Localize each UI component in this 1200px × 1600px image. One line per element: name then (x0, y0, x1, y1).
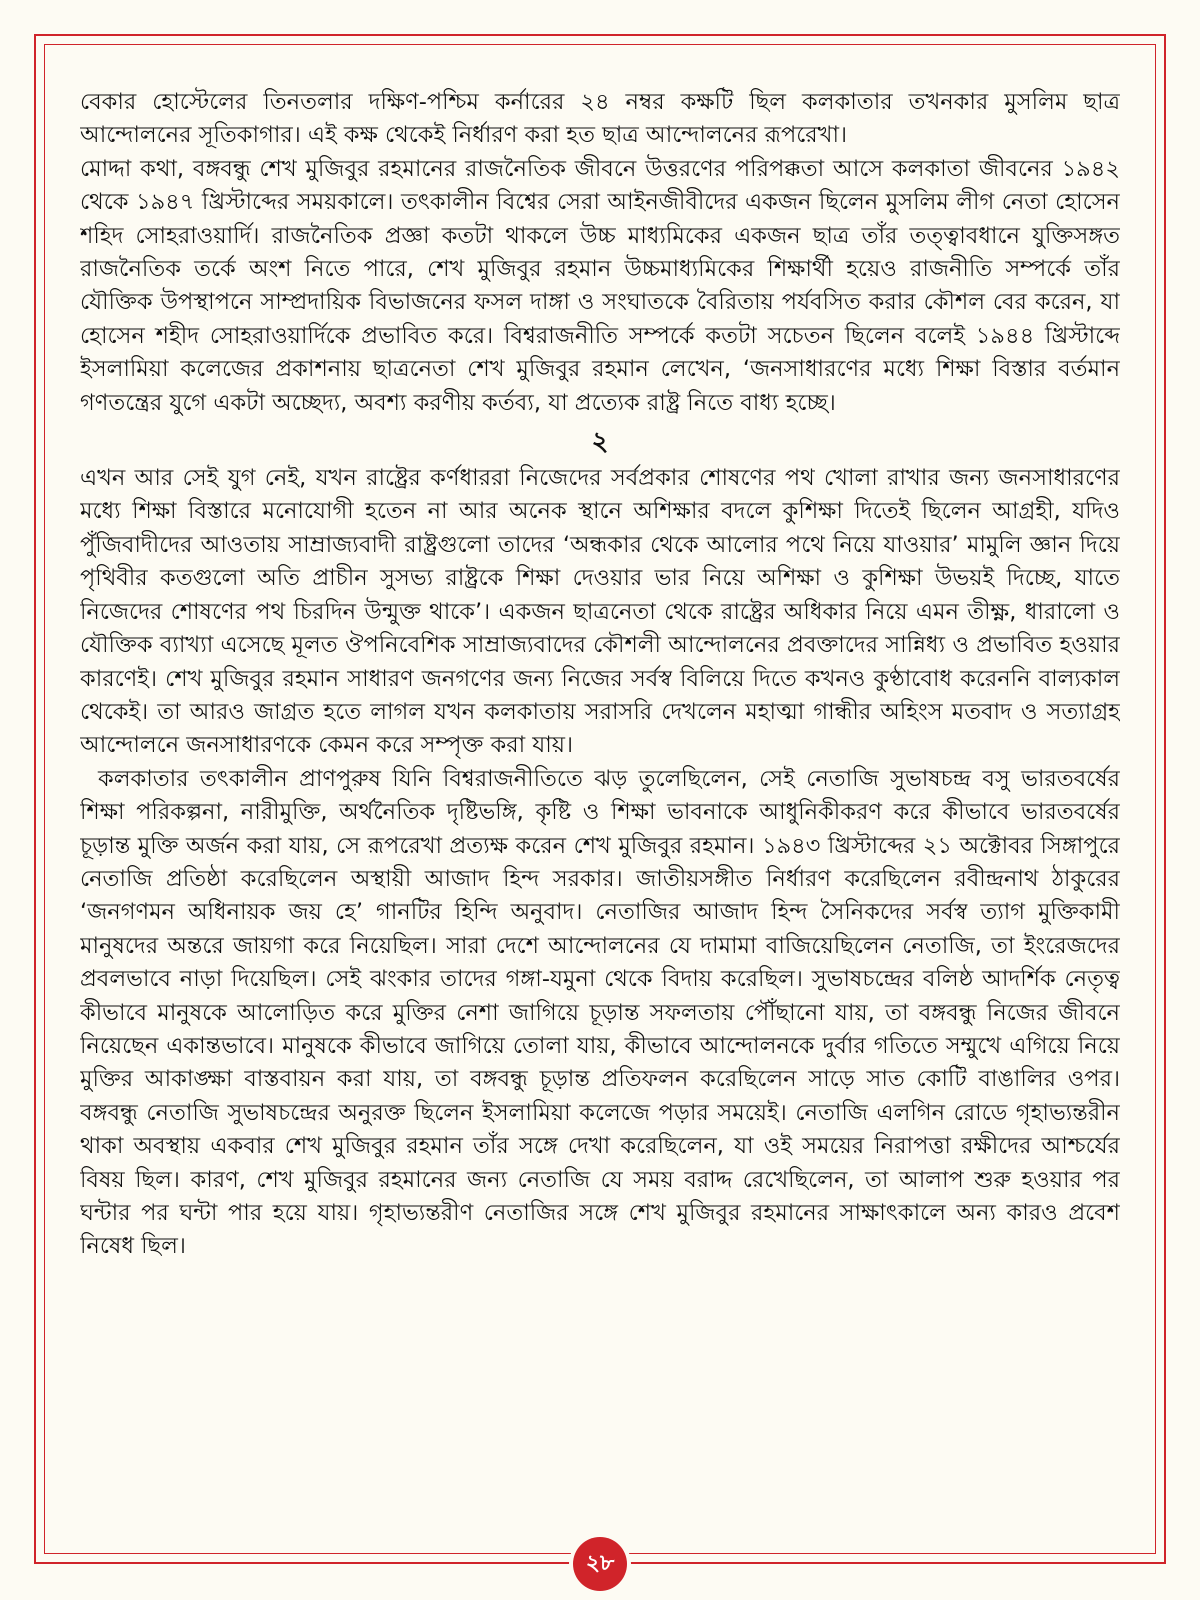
page-body (80, 86, 1120, 1526)
section-number: ২ (591, 427, 609, 458)
page-footer (0, 1536, 1200, 1592)
paragraph-political-maturity: মোদ্দা কথা, বঙ্গবন্ধু শেখ মুজিবুর রহমানের রাজনৈতিক জীবনে উত্তরণের পরিপক্কতা আসে কলকাতা জীবনের ১৯৪২ থেকে ১৯৪৭ খ্রিস্টাব্দের সময়কালে। তৎকালীন বিশ্বের সেরা আইনজীবীদের একজন ছিলেন মুসলিম লীগ নেতা হোসেন শহিদ সোহরাওয়ার্দি। রাজনৈতিক প্রজ্ঞা কতটা থাকলে উচ্চ মাধ্যমিকের একজন ছাত্র তাঁর তত্ত্বাবধানে যুক্তিসঙ্গত রাজনৈতিক তর্কে অংশ নিতে পারে, শেখ মুজিবুর রহমান উচ্চমাধ্যমিকের শিক্ষার্থী হয়েও রাজনীতি সম্পর্কে তাঁর যৌক্তিক উপস্থাপনে সাম্প্রদায়িক বিভাজনের ফসল দাঙ্গা ও সংঘাতকে বৈরিতায় পর্যবসিত করার কৌশল বের করেন, যা হোসেন শহীদ সোহরাওয়ার্দিকে প্রভাবিত করে। বিশ্বরাজনীতি সম্পর্কে কতটা সচেতন ছিলেন বলেই ১৯৪৪ খ্রিস্টাব্দে ইসলামিয়া কলেজের প্রকাশনায় ছাত্রনেতা শেখ মুজিবুর রহমান লেখেন, ‘জনসাধারণের মধ্যে শিক্ষা বিস্তার বর্তমান গণতন্ত্রের যুগে একটা অচ্ছেদ্য, অবশ্য করণীয় কর্তব্য, যা প্রত্যেক রাষ্ট্র নিতে বাধ্য হচ্ছে। (80, 155, 1120, 416)
paragraph-education-exploitation: এখন আর সেই যুগ নেই, যখন রাষ্ট্রের কর্ণধাররা নিজেদের সর্বপ্রকার শোষণের পথ খোলা রাখার জন্য জনসাধারণের মধ্যে শিক্ষা বিস্তারে মনোযোগী হতেন না আর অনেক স্থানে অশিক্ষার বদলে কুশিক্ষা দিতেই ছিলেন আগ্রহী, যদিও পুঁজিবাদীদের আওতায় সাম্রাজ্যবাদী রাষ্ট্রগুলো তাদের ‘অন্ধকার থেকে আলোর পথে নিয়ে যাওয়ার’ মামুলি জ্ঞান দিয়ে পৃথিবীর কতগুলো অতি প্রাচীন সুসভ্য রাষ্ট্রকে শিক্ষা দেওয়ার ভার নিয়ে অশিক্ষা ও কুশিক্ষা উভয়ই দিচ্ছে, যাতে নিজেদের শোষণের পথ চিরদিন উন্মুক্ত থাকে’। একজন ছাত্রনেতা থেকে রাষ্ট্রের অধিকার নিয়ে এমন তীক্ষ্ণ, ধারালো ও যৌক্তিক ব্যাখ্যা এসেছে মূলত ঔপনিবেশিক সাম্রাজ্যবাদের কৌশলী আন্দোলনের প্রবক্তাদের সান্নিধ্য ও প্রভাবিত হওয়ার কারণেই। শেখ মুজিবুর রহমান সাধারণ জনগণের জন্য নিজের সর্বস্ব বিলিয়ে দিতে কখনও কুণ্ঠাবোধ করেননি বাল্যকাল থেকেই। তা আরও জাগ্রত হতে লাগল যখন কলকাতায় সরাসরি দেখলেন মহাত্মা গান্ধীর অহিংস মতবাদ ও সত্যাগ্রহ আন্দোলনে জনসাধারণকে কেমন করে সম্পৃক্ত করা যায়। (80, 465, 1120, 759)
page-number-badge: ২৮ (573, 1537, 627, 1591)
paragraph-netaji-influence: কলকাতার তৎকালীন প্রাণপুরুষ যিনি বিশ্বরাজনীতিতে ঝড় তুলেছিলেন, সেই নেতাজি সুভাষচন্দ্র বসু ভারতবর্ষের শিক্ষা পরিকল্পনা, নারীমুক্তি, অর্থনৈতিক দৃষ্টিভঙ্গি, কৃষ্টি ও শিক্ষা ভাবনাকে আধুনিকীকরণ করে কীভাবে ভারতবর্ষের চূড়ান্ত মুক্তি অর্জন করা যায়, সে রূপরেখা প্রত্যক্ষ করেন শেখ মুজিবুর রহমান। ১৯৪৩ খ্রিস্টাব্দের ২১ অক্টোবর সিঙ্গাপুরে নেতাজি প্রতিষ্ঠা করেছিলেন অস্থায়ী আজাদ হিন্দ সরকার। জাতীয়সঙ্গীত নির্ধারণ করেছিলেন রবীন্দ্রনাথ ঠাকুরের ‘জনগণমন অধিনায়ক জয় হে’ গানটির হিন্দি অনুবাদ। নেতাজির আজাদ হিন্দ সৈনিকদের সর্বস্ব ত্যাগ মুক্তিকামী মানুষদের অন্তরে জায়গা করে নিয়েছিল। সারা দেশে আন্দোলনের যে দামামা বাজিয়েছিলেন নেতাজি, তা ইংরেজদের প্রবলভাবে নাড়া দিয়েছিল। সেই ঝংকার তাদের গঙ্গা-যমুনা থেকে বিদায় করেছিল। সুভাষচন্দ্রের বলিষ্ঠ আদর্শিক নেতৃত্ব কীভাবে মানুষকে আলোড়িত করে মুক্তির নেশা জাগিয়ে চূড়ান্ত সফলতায় পৌঁছানো যায়, তা বঙ্গবন্ধু নিজের জীবনে নিয়েছেন একান্তভাবে। মানুষকে কীভাবে জাগিয়ে তোলা যায়, কীভাবে আন্দোলনকে দুর্বার গতিতে সম্মুখে এগিয়ে নিয়ে মুক্তির আকাঙ্ক্ষা বাস্তবায়ন করা যায়, তা বঙ্গবন্ধু চূড়ান্ত প্রতিফলন করেছিলেন সাড়ে সাত কোটি বাঙালির ওপর। বঙ্গবন্ধু নেতাজি সুভাষচন্দ্রের অনুরক্ত ছিলেন ইসলামিয়া কলেজে পড়ার সময়েই। নেতাজি এলগিন রোডে গৃহাভ্যন্তরীন থাকা অবস্থায় একবার শেখ মুজিবুর রহমান তাঁর সঙ্গে দেখা করেছিলেন, যা ওই সময়ের নিরাপত্তা রক্ষীদের আশ্চর্যের বিষয় ছিল। কারণ, শেখ মুজিবুর রহমানের জন্য নেতাজি যে সময় বরাদ্দ রেখেছিলেন, তা আলাপ শুরু হওয়ার পর ঘন্টার পর ঘন্টা পার হয়ে যায়। গৃহাভ্যন্তরীণ নেতাজির সঙ্গে শেখ মুজিবুর রহমানের সাক্ষাৎকালে অন্য কারও প্রবেশ নিষেধ ছিল। (80, 765, 1120, 1260)
paragraph-hostel-room: বেকার হোস্টেলের তিনতলার দক্ষিণ-পশ্চিম কর্নারের ২৪ নম্বর কক্ষটি ছিল কলকাতার তখনকার মুসলিম ছাত্র আন্দোলনের সূতিকাগার। এই কক্ষ থেকেই নির্ধারণ করা হত ছাত্র আন্দোলনের রূপরেখা। (80, 89, 1120, 149)
